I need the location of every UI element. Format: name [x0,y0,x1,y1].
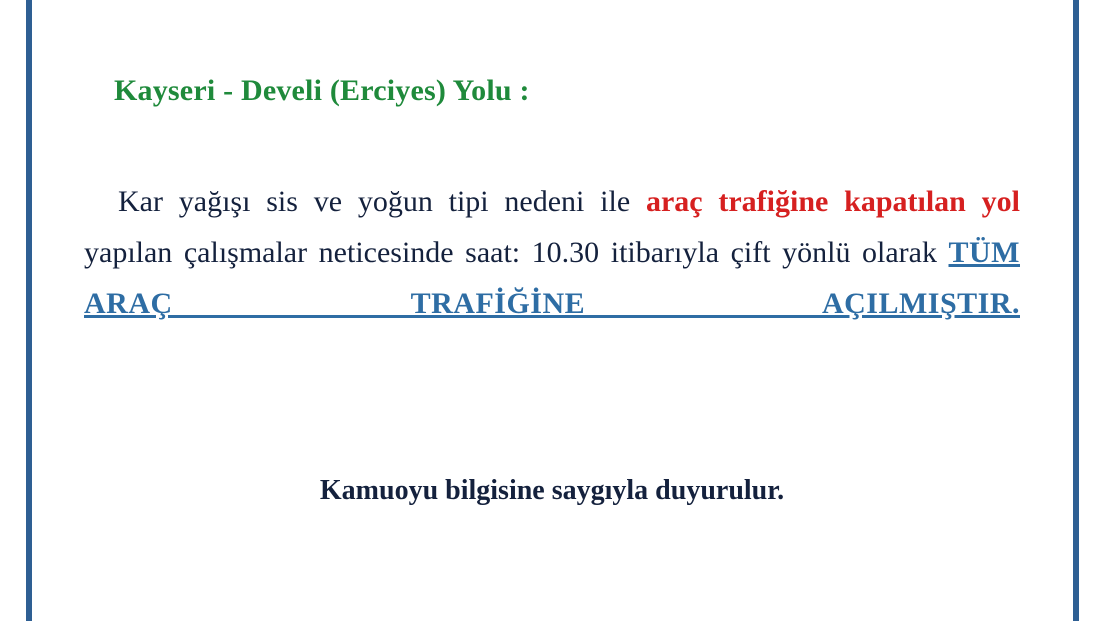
right-border-bar [1073,0,1079,621]
paragraph-segment-three: yapılan çalışmalar neticesinde saat: 10.30 itibarıyla çift yönlü olarak [84,236,949,269]
announcement-paragraph [84,176,1020,380]
document-content [84,0,1020,621]
page-title: Kayseri - Develi (Erciyes) Yolu : [114,74,530,107]
paragraph-highlight-closed-road: araç trafiğine kapatılan yol [645,185,1020,218]
public-notice-footer: Kamuoyu bilgisine saygıyla duyurulur. [319,475,785,506]
paragraph-segment-one: Kar yağışı sis ve yoğun tipi nedeni ile [118,185,646,218]
left-border-bar [26,0,32,621]
paragraph-highlight-reopened: TÜM ARAÇ TRAFİĞİNE AÇILMIŞTIR. [84,236,1020,320]
